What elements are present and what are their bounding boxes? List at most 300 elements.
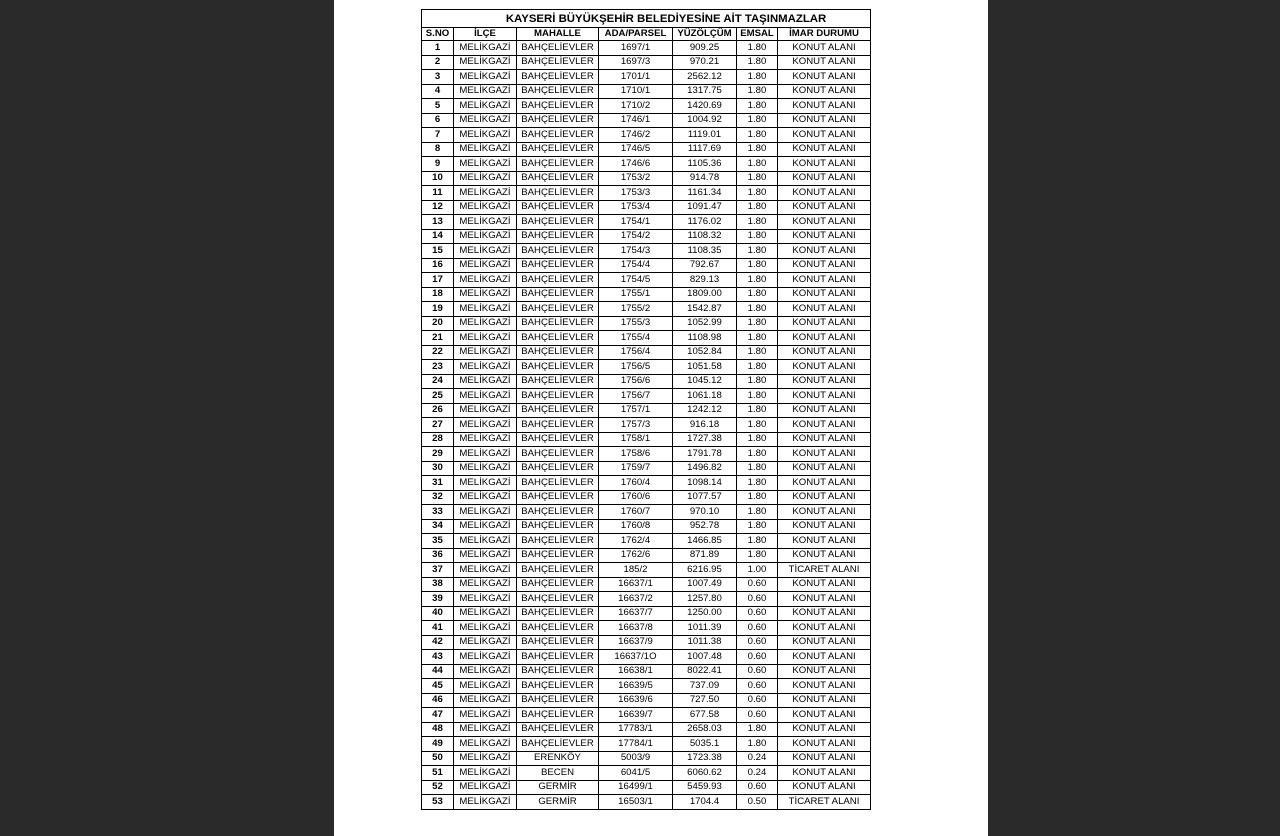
cell-yuzolcum: 1108.32 [673,229,737,244]
cell-yuzolcum: 1007.48 [673,650,737,665]
cell-sno: 12 [422,200,454,215]
cell-ilce: MELİKGAZİ [454,722,517,737]
cell-ilce: MELİKGAZİ [454,780,517,795]
cell-mahalle: BAHÇELİEVLER [517,447,599,462]
cell-emsal: 1.80 [737,737,778,752]
table-row [422,142,871,157]
cell-sno: 36 [422,548,454,563]
cell-sno: 49 [422,737,454,752]
document-page [334,0,988,836]
cell-ilce: MELİKGAZİ [454,447,517,462]
cell-imar-durumu: KONUT ALANI [778,577,871,592]
cell-mahalle: BAHÇELİEVLER [517,664,599,679]
table-row [422,70,871,85]
cell-sno: 33 [422,505,454,520]
cell-sno: 29 [422,447,454,462]
table-row [422,534,871,549]
cell-sno: 21 [422,331,454,346]
cell-ada-parsel: 16499/1 [599,780,673,795]
cell-emsal: 1.80 [737,461,778,476]
cell-emsal: 0.50 [737,795,778,810]
cell-emsal: 1.80 [737,171,778,186]
cell-ilce: MELİKGAZİ [454,316,517,331]
cell-imar-durumu: KONUT ALANI [778,157,871,172]
cell-emsal: 1.80 [737,41,778,56]
cell-yuzolcum: 6060.62 [673,766,737,781]
cell-emsal: 1.80 [737,287,778,302]
table-row [422,476,871,491]
cell-ada-parsel: 1753/2 [599,171,673,186]
cell-mahalle: BAHÇELİEVLER [517,142,599,157]
cell-imar-durumu: KONUT ALANI [778,635,871,650]
table-row [422,258,871,273]
cell-ilce: MELİKGAZİ [454,55,517,70]
cell-imar-durumu: KONUT ALANI [778,476,871,491]
table-row [422,563,871,578]
cell-mahalle: BAHÇELİEVLER [517,316,599,331]
cell-yuzolcum: 1051.58 [673,360,737,375]
cell-yuzolcum: 914.78 [673,171,737,186]
table-row [422,418,871,433]
cell-ilce: MELİKGAZİ [454,519,517,534]
cell-imar-durumu: KONUT ALANI [778,128,871,143]
cell-mahalle: GERMİR [517,780,599,795]
cell-yuzolcum: 727.50 [673,693,737,708]
cell-ada-parsel: 1746/1 [599,113,673,128]
cell-mahalle: BAHÇELİEVLER [517,577,599,592]
cell-ilce: MELİKGAZİ [454,766,517,781]
cell-yuzolcum: 737.09 [673,679,737,694]
cell-emsal: 0.60 [737,635,778,650]
cell-emsal: 1.80 [737,374,778,389]
cell-emsal: 0.60 [737,606,778,621]
cell-emsal: 0.60 [737,780,778,795]
cell-imar-durumu: KONUT ALANI [778,142,871,157]
cell-ada-parsel: 16638/1 [599,664,673,679]
cell-ilce: MELİKGAZİ [454,70,517,85]
cell-yuzolcum: 1105.36 [673,157,737,172]
cell-mahalle: BAHÇELİEVLER [517,128,599,143]
cell-sno: 9 [422,157,454,172]
cell-imar-durumu: KONUT ALANI [778,287,871,302]
cell-imar-durumu: KONUT ALANI [778,389,871,404]
cell-ada-parsel: 17783/1 [599,722,673,737]
cell-ilce: MELİKGAZİ [454,621,517,636]
cell-ada-parsel: 1762/6 [599,548,673,563]
cell-mahalle: ERENKÖY [517,751,599,766]
cell-ilce: MELİKGAZİ [454,461,517,476]
cell-ilce: MELİKGAZİ [454,200,517,215]
table-row [422,186,871,201]
cell-mahalle: BAHÇELİEVLER [517,41,599,56]
cell-sno: 40 [422,606,454,621]
cell-emsal: 1.80 [737,447,778,462]
cell-yuzolcum: 1791.78 [673,447,737,462]
cell-emsal: 1.80 [737,157,778,172]
cell-mahalle: BAHÇELİEVLER [517,171,599,186]
cell-sno: 2 [422,55,454,70]
table-row [422,99,871,114]
table-row [422,302,871,317]
cell-sno: 50 [422,751,454,766]
table-row [422,316,871,331]
cell-yuzolcum: 1004.92 [673,113,737,128]
cell-emsal: 1.80 [737,403,778,418]
cell-sno: 23 [422,360,454,375]
cell-yuzolcum: 8022.41 [673,664,737,679]
cell-emsal: 1.80 [737,258,778,273]
cell-yuzolcum: 1007.49 [673,577,737,592]
table-row [422,490,871,505]
cell-mahalle: BAHÇELİEVLER [517,200,599,215]
cell-emsal: 1.80 [737,70,778,85]
table-row [422,403,871,418]
cell-sno: 52 [422,780,454,795]
cell-ada-parsel: 185/2 [599,563,673,578]
table-row [422,200,871,215]
cell-emsal: 0.60 [737,664,778,679]
cell-yuzolcum: 1420.69 [673,99,737,114]
cell-ada-parsel: 1754/5 [599,273,673,288]
cell-emsal: 1.80 [737,432,778,447]
cell-ilce: MELİKGAZİ [454,563,517,578]
cell-ilce: MELİKGAZİ [454,215,517,230]
cell-imar-durumu: TİCARET ALANI [778,563,871,578]
cell-ilce: MELİKGAZİ [454,345,517,360]
cell-sno: 3 [422,70,454,85]
cell-ilce: MELİKGAZİ [454,418,517,433]
table-row [422,215,871,230]
cell-ada-parsel: 16639/5 [599,679,673,694]
cell-yuzolcum: 871.89 [673,548,737,563]
table-title: KAYSERİ BÜYÜKŞEHİR BELEDİYESİNE AİT TAŞINMAZLAR [422,10,871,28]
cell-sno: 26 [422,403,454,418]
cell-emsal: 1.80 [737,55,778,70]
cell-yuzolcum: 1727.38 [673,432,737,447]
cell-yuzolcum: 1108.35 [673,244,737,259]
cell-yuzolcum: 1704.4 [673,795,737,810]
cell-ada-parsel: 1760/6 [599,490,673,505]
cell-ada-parsel: 1756/7 [599,389,673,404]
cell-sno: 17 [422,273,454,288]
cell-imar-durumu: KONUT ALANI [778,331,871,346]
table-row [422,679,871,694]
cell-ilce: MELİKGAZİ [454,737,517,752]
table-row [422,331,871,346]
cell-yuzolcum: 916.18 [673,418,737,433]
cell-ilce: MELİKGAZİ [454,84,517,99]
cell-emsal: 0.60 [737,708,778,723]
table-row [422,447,871,462]
table-row [422,432,871,447]
cell-mahalle: BAHÇELİEVLER [517,229,599,244]
cell-mahalle: GERMİR [517,795,599,810]
cell-ada-parsel: 5003/9 [599,751,673,766]
header-emsal: EMSAL [737,28,778,41]
cell-mahalle: BAHÇELİEVLER [517,722,599,737]
cell-emsal: 1.80 [737,389,778,404]
cell-ada-parsel: 16637/1 [599,577,673,592]
table-row [422,548,871,563]
cell-ilce: MELİKGAZİ [454,795,517,810]
cell-mahalle: BAHÇELİEVLER [517,693,599,708]
cell-yuzolcum: 1077.57 [673,490,737,505]
cell-imar-durumu: KONUT ALANI [778,273,871,288]
cell-mahalle: BAHÇELİEVLER [517,650,599,665]
cell-sno: 8 [422,142,454,157]
cell-mahalle: BAHÇELİEVLER [517,113,599,128]
cell-ada-parsel: 1758/6 [599,447,673,462]
cell-mahalle: BAHÇELİEVLER [517,621,599,636]
cell-emsal: 1.80 [737,534,778,549]
cell-imar-durumu: KONUT ALANI [778,258,871,273]
cell-yuzolcum: 1011.38 [673,635,737,650]
cell-imar-durumu: KONUT ALANI [778,708,871,723]
cell-mahalle: BAHÇELİEVLER [517,519,599,534]
cell-imar-durumu: KONUT ALANI [778,737,871,752]
table-row [422,519,871,534]
cell-ilce: MELİKGAZİ [454,476,517,491]
cell-imar-durumu: KONUT ALANI [778,780,871,795]
cell-ada-parsel: 1759/7 [599,461,673,476]
cell-imar-durumu: KONUT ALANI [778,84,871,99]
cell-ilce: MELİKGAZİ [454,113,517,128]
cell-ada-parsel: 1746/6 [599,157,673,172]
table-row [422,795,871,810]
table-row [422,766,871,781]
cell-emsal: 0.24 [737,751,778,766]
cell-imar-durumu: KONUT ALANI [778,432,871,447]
cell-emsal: 1.80 [737,99,778,114]
cell-emsal: 1.80 [737,519,778,534]
cell-imar-durumu: KONUT ALANI [778,360,871,375]
cell-imar-durumu: KONUT ALANI [778,403,871,418]
cell-yuzolcum: 1011.39 [673,621,737,636]
cell-emsal: 1.80 [737,490,778,505]
cell-ilce: MELİKGAZİ [454,229,517,244]
cell-mahalle: BAHÇELİEVLER [517,476,599,491]
header-yuzolcum: YÜZÖLÇÜM [673,28,737,41]
cell-ada-parsel: 1758/1 [599,432,673,447]
cell-sno: 10 [422,171,454,186]
table-row [422,113,871,128]
cell-sno: 34 [422,519,454,534]
cell-yuzolcum: 1542.87 [673,302,737,317]
cell-yuzolcum: 1045.12 [673,374,737,389]
cell-ada-parsel: 1757/1 [599,403,673,418]
cell-ilce: MELİKGAZİ [454,548,517,563]
table-row [422,461,871,476]
cell-ada-parsel: 1755/4 [599,331,673,346]
table-row [422,128,871,143]
cell-mahalle: BAHÇELİEVLER [517,403,599,418]
cell-mahalle: BAHÇELİEVLER [517,287,599,302]
cell-mahalle: BAHÇELİEVLER [517,157,599,172]
cell-ada-parsel: 1697/1 [599,41,673,56]
cell-sno: 45 [422,679,454,694]
cell-emsal: 1.80 [737,84,778,99]
table-row [422,722,871,737]
cell-emsal: 1.80 [737,229,778,244]
cell-yuzolcum: 677.58 [673,708,737,723]
cell-imar-durumu: KONUT ALANI [778,374,871,389]
cell-ilce: MELİKGAZİ [454,99,517,114]
cell-ilce: MELİKGAZİ [454,258,517,273]
cell-imar-durumu: KONUT ALANI [778,99,871,114]
cell-ilce: MELİKGAZİ [454,360,517,375]
cell-yuzolcum: 1108.98 [673,331,737,346]
cell-sno: 46 [422,693,454,708]
cell-ada-parsel: 16637/2 [599,592,673,607]
cell-imar-durumu: KONUT ALANI [778,55,871,70]
cell-ilce: MELİKGAZİ [454,374,517,389]
cell-sno: 42 [422,635,454,650]
table-row [422,157,871,172]
header-imar-durumu: İMAR DURUMU [778,28,871,41]
table-row [422,374,871,389]
cell-ilce: MELİKGAZİ [454,679,517,694]
cell-imar-durumu: KONUT ALANI [778,171,871,186]
cell-imar-durumu: KONUT ALANI [778,766,871,781]
cell-mahalle: BAHÇELİEVLER [517,737,599,752]
cell-mahalle: BAHÇELİEVLER [517,606,599,621]
cell-yuzolcum: 792.67 [673,258,737,273]
cell-yuzolcum: 1091.47 [673,200,737,215]
cell-sno: 4 [422,84,454,99]
cell-sno: 39 [422,592,454,607]
cell-sno: 20 [422,316,454,331]
cell-sno: 24 [422,374,454,389]
cell-sno: 48 [422,722,454,737]
cell-yuzolcum: 2562.12 [673,70,737,85]
cell-ada-parsel: 1753/4 [599,200,673,215]
cell-sno: 44 [422,664,454,679]
cell-imar-durumu: KONUT ALANI [778,490,871,505]
cell-imar-durumu: KONUT ALANI [778,215,871,230]
table-row [422,41,871,56]
cell-sno: 25 [422,389,454,404]
cell-ada-parsel: 16503/1 [599,795,673,810]
cell-ada-parsel: 1754/4 [599,258,673,273]
cell-emsal: 1.80 [737,418,778,433]
table-row [422,287,871,302]
cell-yuzolcum: 1466.85 [673,534,737,549]
cell-ada-parsel: 16637/9 [599,635,673,650]
cell-imar-durumu: KONUT ALANI [778,519,871,534]
table-header-row [422,28,871,41]
cell-ada-parsel: 1710/2 [599,99,673,114]
cell-imar-durumu: KONUT ALANI [778,606,871,621]
cell-ada-parsel: 1746/5 [599,142,673,157]
cell-sno: 1 [422,41,454,56]
cell-ilce: MELİKGAZİ [454,505,517,520]
cell-emsal: 1.80 [737,505,778,520]
cell-ada-parsel: 17784/1 [599,737,673,752]
cell-yuzolcum: 1052.99 [673,316,737,331]
cell-yuzolcum: 1061.18 [673,389,737,404]
cell-mahalle: BAHÇELİEVLER [517,345,599,360]
cell-mahalle: BAHÇELİEVLER [517,99,599,114]
cell-yuzolcum: 952.78 [673,519,737,534]
cell-ilce: MELİKGAZİ [454,186,517,201]
cell-ada-parsel: 1701/1 [599,70,673,85]
cell-yuzolcum: 1723.38 [673,751,737,766]
cell-emsal: 1.80 [737,316,778,331]
table-row [422,635,871,650]
cell-imar-durumu: KONUT ALANI [778,722,871,737]
cell-emsal: 1.80 [737,360,778,375]
cell-mahalle: BAHÇELİEVLER [517,461,599,476]
cell-imar-durumu: KONUT ALANI [778,41,871,56]
cell-imar-durumu: KONUT ALANI [778,505,871,520]
cell-ilce: MELİKGAZİ [454,142,517,157]
header-sno: S.NO [422,28,454,41]
cell-ilce: MELİKGAZİ [454,606,517,621]
cell-yuzolcum: 970.10 [673,505,737,520]
cell-emsal: 1.80 [737,128,778,143]
cell-ada-parsel: 1697/3 [599,55,673,70]
cell-sno: 5 [422,99,454,114]
cell-imar-durumu: TİCARET ALANI [778,795,871,810]
cell-emsal: 1.80 [737,476,778,491]
cell-mahalle: BAHÇELİEVLER [517,432,599,447]
cell-ada-parsel: 1755/2 [599,302,673,317]
cell-sno: 18 [422,287,454,302]
cell-ilce: MELİKGAZİ [454,331,517,346]
cell-mahalle: BAHÇELİEVLER [517,418,599,433]
cell-ada-parsel: 1754/2 [599,229,673,244]
cell-yuzolcum: 1052.84 [673,345,737,360]
cell-imar-durumu: KONUT ALANI [778,693,871,708]
cell-yuzolcum: 829.13 [673,273,737,288]
cell-mahalle: BAHÇELİEVLER [517,360,599,375]
header-ilce: İLÇE [454,28,517,41]
cell-emsal: 1.80 [737,722,778,737]
cell-ilce: MELİKGAZİ [454,244,517,259]
cell-ilce: MELİKGAZİ [454,273,517,288]
cell-imar-durumu: KONUT ALANI [778,548,871,563]
cell-ilce: MELİKGAZİ [454,171,517,186]
cell-ilce: MELİKGAZİ [454,389,517,404]
cell-imar-durumu: KONUT ALANI [778,447,871,462]
cell-emsal: 0.60 [737,577,778,592]
cell-sno: 6 [422,113,454,128]
cell-mahalle: BAHÇELİEVLER [517,708,599,723]
cell-imar-durumu: KONUT ALANI [778,302,871,317]
cell-mahalle: BAHÇELİEVLER [517,84,599,99]
cell-ada-parsel: 1760/4 [599,476,673,491]
cell-mahalle: BAHÇELİEVLER [517,273,599,288]
table-row [422,693,871,708]
cell-yuzolcum: 1119.01 [673,128,737,143]
cell-yuzolcum: 1176.02 [673,215,737,230]
cell-ada-parsel: 1753/3 [599,186,673,201]
cell-emsal: 1.80 [737,302,778,317]
cell-ada-parsel: 16637/1O [599,650,673,665]
cell-ilce: MELİKGAZİ [454,41,517,56]
cell-sno: 41 [422,621,454,636]
cell-ilce: MELİKGAZİ [454,708,517,723]
table-row [422,708,871,723]
cell-mahalle: BAHÇELİEVLER [517,55,599,70]
cell-ada-parsel: 1755/1 [599,287,673,302]
cell-imar-durumu: KONUT ALANI [778,70,871,85]
table-row [422,737,871,752]
cell-emsal: 1.80 [737,273,778,288]
cell-sno: 22 [422,345,454,360]
cell-mahalle: BAHÇELİEVLER [517,563,599,578]
cell-imar-durumu: KONUT ALANI [778,316,871,331]
